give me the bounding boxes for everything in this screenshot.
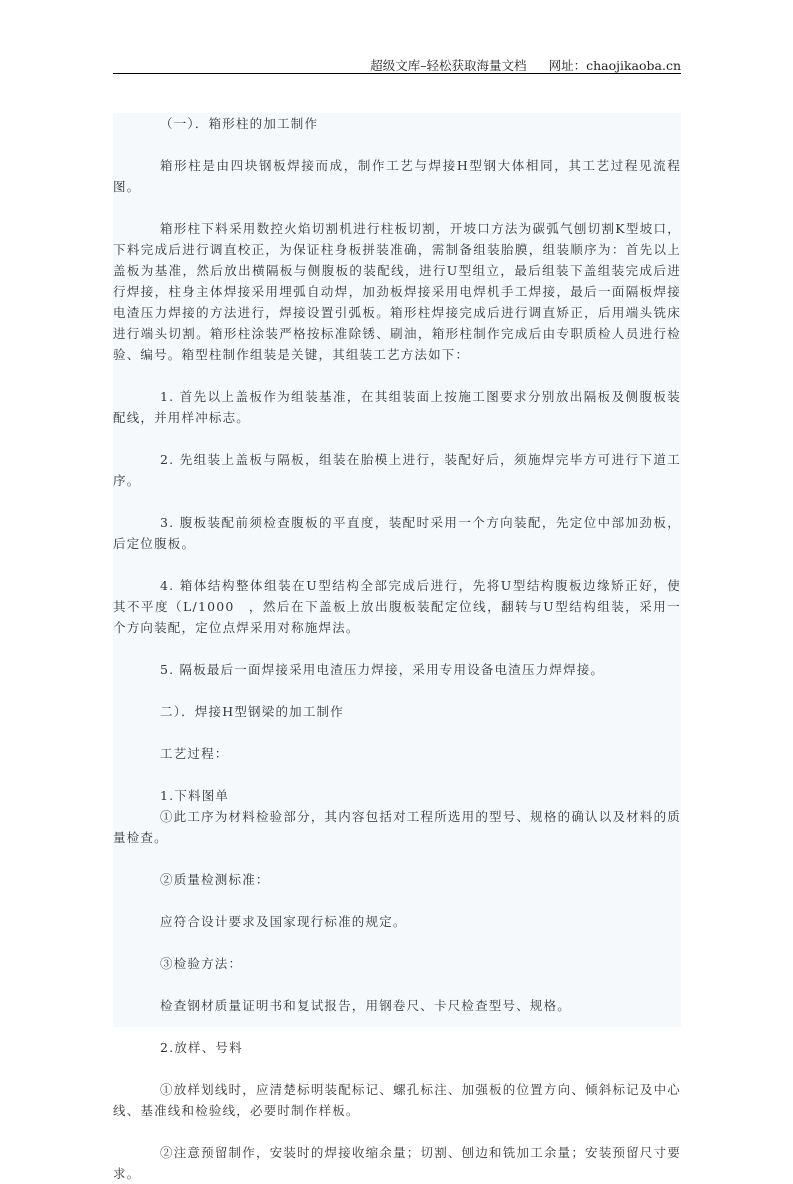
paragraph: 箱形柱是由四块钢板焊接而成，制作工艺与焊接H型钢大体相同，其工艺过程见流程图。 bbox=[113, 158, 681, 194]
paragraph: ①此工序为材料检验部分，其内容包括对工程所选用的型号、规格的确认以及材料的质量检查。 bbox=[113, 809, 681, 845]
paragraph: 应符合设计要求及国家现行标准的规定。 bbox=[160, 914, 407, 929]
header-divider bbox=[113, 73, 681, 74]
paragraph: 工艺过程： bbox=[160, 746, 229, 761]
list-item: 1. 首先以上盖板作为组装基准，在其组装面上按施工图要求分别放出隔板及侧腹板装配线，并用样冲标志。 bbox=[113, 389, 681, 425]
list-item: 2. 先组装上盖板与隔板，组装在胎模上进行，装配好后，须施焊完毕方可进行下道工序。 bbox=[113, 452, 681, 488]
list-item: 4. 箱体结构整体组装在U型结构全部完成后进行，先将U型结构腹板边缘矫正好，使其不平度（L/1000 ，然后在下盖板上放出腹板装配定位线，翻转与U型结构组装，采用一个方向装配，定位点焊采用对称施焊法。 bbox=[113, 578, 681, 635]
paragraph: ①放样划线时，应清楚标明装配标记、螺孔标注、加强板的位置方向、倾斜标记及中心线、基准线和检验线，必要时制作样板。 bbox=[113, 1082, 681, 1118]
subheading: 2.放样、号料 bbox=[160, 1040, 243, 1055]
paragraph: ②质量检测标准： bbox=[160, 872, 270, 887]
list-item: 3. 腹板装配前须检查腹板的平直度，装配时采用一个方向装配，先定位中部加劲板，后定位腹板。 bbox=[113, 515, 681, 551]
list-item: 5. 隔板最后一面焊接采用电渣压力焊接，采用专用设备电渣压力焊焊接。 bbox=[160, 662, 605, 677]
section-heading: （一）．箱形柱的加工制作 bbox=[160, 116, 319, 131]
header-site-name: 超级文库–轻松获取海量文档 bbox=[370, 58, 527, 73]
header-url: 网址：chaojikaoba.cn bbox=[548, 58, 681, 73]
document-body bbox=[113, 113, 681, 1181]
subheading: 1.下料图单 bbox=[160, 788, 230, 803]
paragraph: 检查钢材质量证明书和复试报告，用钢卷尺、卡尺检查型号、规格。 bbox=[160, 998, 572, 1013]
section-heading: 二）．焊接H型钢梁的加工制作 bbox=[160, 704, 344, 719]
page-header bbox=[113, 56, 681, 74]
paragraph: ②注意预留制作，安装时的焊接收缩余量；切割、刨边和铣加工余量；安装预留尺寸要求。 bbox=[113, 1145, 681, 1181]
paragraph: ③检验方法： bbox=[160, 956, 243, 971]
paragraph: 箱形柱下料采用数控火焰切割机进行柱板切割，开坡口方法为碳弧气刨切割K型坡口，下料完成后进行调直校正，为保证柱身板拼装准确，需制备组装胎膜，组装顺序为：首先以上盖板为基准，然后放出横隔板与侧腹板的装配线，进行U型组立，最后组装下盖组装完成后进行焊接，柱身主体焊接采用埋弧自动焊，加劲板焊接采用电焊机手工焊接，最后一面隔板焊接电渣压力焊接的方法进行，焊接设置引弧板。箱形柱焊接完成后进行调直矫正，后用端头铣床进行端头切割。箱形柱涂装严格按标准除锈、刷油，箱形柱制作完成后由专职质检人员进行检验、编号。箱型柱制作组装是关键，其组装工艺方法如下： bbox=[113, 221, 681, 362]
